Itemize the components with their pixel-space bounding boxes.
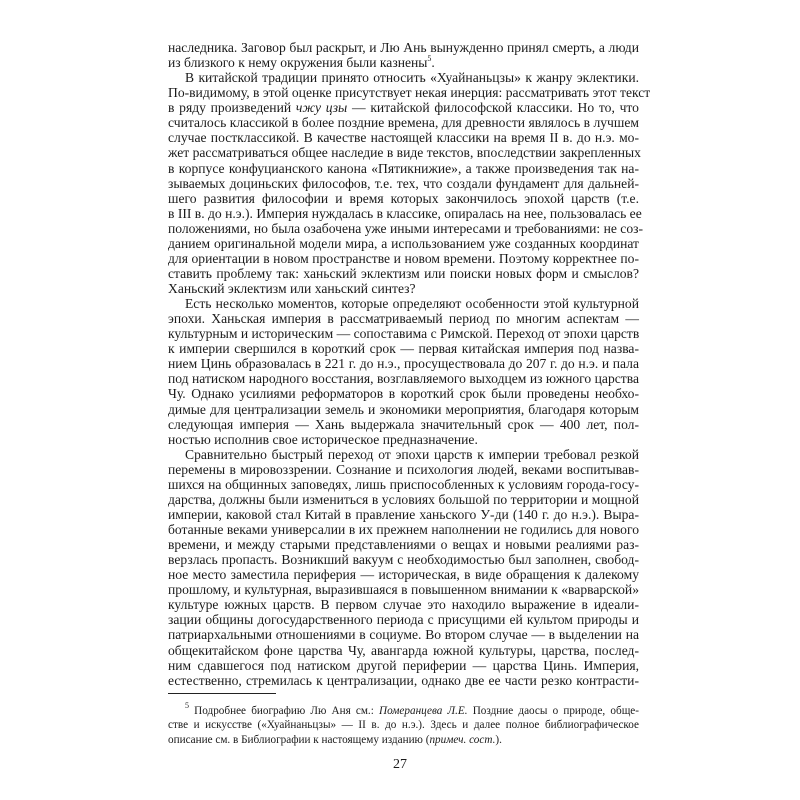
- text-line: [168, 701, 640, 718]
- footnote-marker: 5: [185, 701, 189, 710]
- text-line: в корпусе конфуцианского канона «Пятикнижие», а также произведения так на-: [168, 160, 639, 176]
- text-line: положениями, но была озабочена уже иными интересами и требованиями: не соз-: [168, 220, 644, 236]
- text-line: дарства, должны были измениться в условиях большой по территории и мощной: [168, 491, 639, 507]
- text-line: ним сдавшегося под натиском другой периферии — царства Цинь. Империя,: [168, 657, 639, 673]
- text-line: времени, и между старыми представлениями о вещах и новыми реалиями раз-: [168, 537, 639, 553]
- text-line: зации общины догосударственного периода с присущими ей культом природы и: [168, 612, 639, 628]
- body-text: [168, 40, 651, 688]
- text-line: [168, 100, 639, 115]
- text-line: культуре южных царств. В первом случае это находило выражение в идеали-: [168, 597, 639, 613]
- text-line: для ориентации в новом пространстве и новом времени. Поэтому корректнее по-: [168, 250, 639, 266]
- text-line: к империи свершился в короткий срок — первая китайская империя под назва-: [168, 341, 639, 357]
- text-line: шихся на общинных заповедях, лишь приспособленных к условиям города-госу-: [168, 476, 639, 492]
- text-line: [168, 733, 639, 747]
- footnote-divider: [168, 693, 276, 694]
- text-line: ное место заместила периферия — историческая, в виде обращения к далекому: [168, 567, 639, 583]
- text-line: эпохи. Ханьская империя в рассматриваемый период по многим аспектам —: [168, 311, 639, 327]
- page-number: 27: [393, 757, 407, 772]
- text-line: стве и искусстве («Хуайнаньцзы» — II в. до н.э.). Здесь и далее полное библиографическое: [168, 719, 639, 732]
- text-line: В китайской традиции принято относить «Хуайнаньцзы» к жанру эклектики.: [185, 70, 639, 86]
- text-line: ставить проблему так: ханьский эклектизм или поиски новых форм и смыслов?: [168, 265, 639, 281]
- text-line: данием оригинальной модели мира, а использованием уже созданных координат: [168, 235, 639, 251]
- text-line: культурным и историческим — сопоставима с Римской. Переход от эпохи царств: [168, 326, 640, 342]
- footnote-marker: 5: [427, 54, 432, 64]
- italic-text: Померанцева Л.Е.: [379, 705, 468, 717]
- text-line: димые для централизации земель и экономики мероприятия, благодаря которым: [168, 401, 639, 417]
- text-line: Есть несколько моментов, которые определяют особенности этой культурной: [185, 296, 639, 312]
- text-segment: ).: [495, 733, 502, 746]
- text-line: в III в. до н.э.). Империя нуждалась в классике, опиралась на нее, пользовалась ее: [168, 205, 642, 221]
- text-line: верзлась пропасть. Возникший вакуум с необходимостью был заполнен, свобод-: [168, 552, 639, 568]
- text-segment: Подробнее биографию Лю Аня см.:: [189, 705, 380, 717]
- text-line: считалось классикой в более поздние времена, для древности являлось в лучшем: [168, 115, 639, 131]
- italic-text: примеч. сост.: [429, 733, 496, 746]
- text-line: патриархальными отношениями в социуме. Во втором случае — в выделении на: [168, 627, 639, 643]
- paragraph: [168, 447, 639, 688]
- text-line: Сравнительно быстрый переход от эпохи царств к империи требовал резкой: [185, 446, 639, 462]
- text-line: наследника. Заговор был раскрыт, и Лю Ань вынужденно принял смерть, а люди: [168, 40, 639, 55]
- text-line: зываемых доциньских философов, т.е. тех, что создали фундамент для дальней-: [168, 175, 639, 191]
- text-line: естественно, стремилась к централизации, однако две ее части резко контрасти-: [168, 672, 639, 688]
- text-line: прошлому, и культурная, выразившаяся в повышенном внимании к «варварской»: [168, 582, 639, 598]
- text-line: империи, каковой стал Китай в правление ханьского У-ди (140 г. до н.э.). Выра-: [168, 506, 639, 522]
- text-segment: из близкого к нему окружения были казнены: [168, 55, 428, 71]
- text-line: [168, 55, 639, 70]
- text-segment: — китайской философской классики. Но то, что: [347, 100, 639, 116]
- paragraph: [168, 296, 639, 447]
- text-line: ностью исполнив свое историческое предназначение.: [168, 431, 478, 447]
- paragraph: [168, 70, 651, 296]
- text-line: общекитайском фоне царства Чу, авангарда южной культуры, царства, послед-: [168, 642, 639, 658]
- text-line: По-видимому, в этой оценке присутствует некая инерция: рассматривать этот текст: [168, 85, 651, 101]
- text-segment: Поздние даосы о природе, обще-: [467, 705, 640, 717]
- text-line: под натиском народного восстания, возглавляемого выходцем из южного царства: [168, 371, 639, 387]
- text-line: жет рассматриваться общее наследие в виде текстов, впоследствии закрепленных: [168, 145, 641, 161]
- italic-text: чжу цзы: [295, 100, 348, 116]
- text-line: шего развития философии и время которых закончилось эпохой царств (т.е.: [168, 190, 639, 206]
- paragraph: [168, 40, 639, 70]
- text-line: Ханьский эклектизм или ханьский синтез?: [168, 281, 416, 296]
- text-line: ботанные веками универсалии в их прежнем наполнении не годились для нового: [168, 522, 639, 537]
- text-line: следующая империя — Хань выдержала значительный срок — 400 лет, пол-: [168, 416, 639, 432]
- text-segment: в ряду произведений: [168, 100, 296, 116]
- text-segment: описание см. в Библиографии к настоящему изданию (: [168, 733, 430, 746]
- text-line: случае постклассикой. В качестве настоящей классики на время II в. до н.э. мо-: [168, 130, 639, 146]
- text-segment: .: [431, 55, 435, 71]
- text-line: перемены в мировоззрении. Сознание и психология людей, веками воспитывав-: [168, 461, 639, 477]
- footnote: [168, 701, 640, 747]
- text-line: нием Цинь образовалась в 221 г. до н.э., просуществовала до 207 г. до н.э. и пала: [168, 356, 639, 372]
- text-line: Чу. Однако усилиями реформаторов в короткий срок были проведены необхо-: [168, 386, 639, 402]
